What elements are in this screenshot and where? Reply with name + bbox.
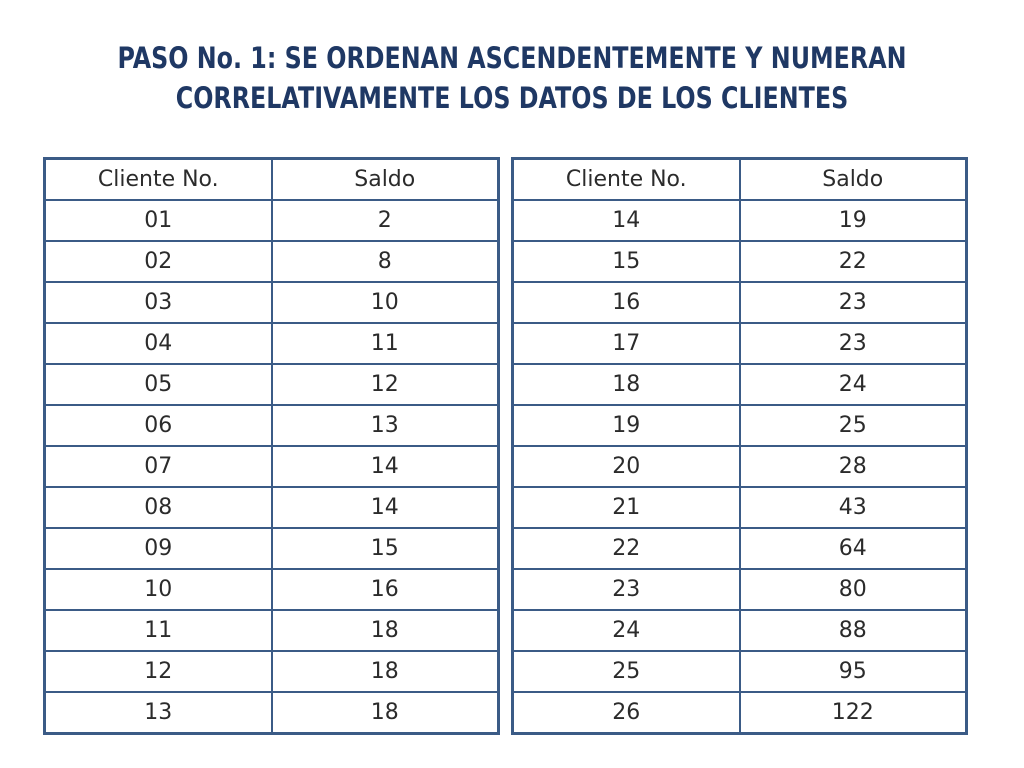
table-row (513, 323, 967, 364)
cell-cliente-no: 22 (513, 528, 740, 569)
cell-saldo: 15 (272, 528, 499, 569)
cell-cliente-no: 01 (45, 200, 272, 241)
cell-cliente-no: 24 (513, 610, 740, 651)
cell-cliente-no: 20 (513, 446, 740, 487)
cell-cliente-no: 25 (513, 651, 740, 692)
cell-cliente-no: 07 (45, 446, 272, 487)
cell-cliente-no: 13 (45, 692, 272, 734)
cell-saldo: 28 (740, 446, 967, 487)
cell-saldo: 12 (272, 364, 499, 405)
cell-saldo: 23 (740, 323, 967, 364)
table-row (45, 446, 499, 487)
cell-saldo: 13 (272, 405, 499, 446)
table-row (513, 651, 967, 692)
cell-saldo: 18 (272, 651, 499, 692)
cell-cliente-no: 12 (45, 651, 272, 692)
table-row (45, 405, 499, 446)
cell-cliente-no: 06 (45, 405, 272, 446)
header-cliente-no: Cliente No. (45, 159, 272, 201)
header-saldo: Saldo (740, 159, 967, 201)
table-row (513, 364, 967, 405)
table-row (45, 692, 499, 734)
title-line-1: PASO No. 1: SE ORDENAN ASCENDENTEMENTE Y NUMERAN (117, 41, 907, 75)
clients-table-right (511, 157, 968, 735)
cell-saldo: 43 (740, 487, 967, 528)
table-row (513, 528, 967, 569)
cell-cliente-no: 16 (513, 282, 740, 323)
cell-saldo: 88 (740, 610, 967, 651)
cell-cliente-no: 19 (513, 405, 740, 446)
cell-cliente-no: 15 (513, 241, 740, 282)
cell-saldo: 8 (272, 241, 499, 282)
cell-cliente-no: 11 (45, 610, 272, 651)
table-row (45, 323, 499, 364)
header-saldo: Saldo (272, 159, 499, 201)
table-row (513, 282, 967, 323)
cell-saldo: 24 (740, 364, 967, 405)
table-row (45, 282, 499, 323)
table-row (513, 446, 967, 487)
cell-saldo: 25 (740, 405, 967, 446)
table-header-row (513, 159, 967, 201)
table-row (45, 569, 499, 610)
table-row (513, 692, 967, 734)
table-row (513, 610, 967, 651)
cell-saldo: 95 (740, 651, 967, 692)
table-row (45, 200, 499, 241)
cell-cliente-no: 14 (513, 200, 740, 241)
cell-cliente-no: 23 (513, 569, 740, 610)
cell-saldo: 80 (740, 569, 967, 610)
cell-cliente-no: 26 (513, 692, 740, 734)
table-row (513, 487, 967, 528)
cell-cliente-no: 17 (513, 323, 740, 364)
table-row (513, 405, 967, 446)
cell-saldo: 22 (740, 241, 967, 282)
cell-saldo: 19 (740, 200, 967, 241)
cell-saldo: 10 (272, 282, 499, 323)
cell-saldo: 14 (272, 487, 499, 528)
cell-saldo: 2 (272, 200, 499, 241)
cell-saldo: 122 (740, 692, 967, 734)
cell-saldo: 18 (272, 610, 499, 651)
cell-cliente-no: 04 (45, 323, 272, 364)
page-title (92, 38, 932, 118)
cell-cliente-no: 05 (45, 364, 272, 405)
table-row (513, 569, 967, 610)
cell-cliente-no: 08 (45, 487, 272, 528)
cell-cliente-no: 09 (45, 528, 272, 569)
cell-saldo: 14 (272, 446, 499, 487)
clients-table-left (43, 157, 500, 735)
cell-saldo: 18 (272, 692, 499, 734)
table-row (513, 200, 967, 241)
table-row (45, 610, 499, 651)
cell-saldo: 23 (740, 282, 967, 323)
cell-saldo: 16 (272, 569, 499, 610)
table-row (45, 241, 499, 282)
table-row (513, 241, 967, 282)
header-cliente-no: Cliente No. (513, 159, 740, 201)
table-row (45, 364, 499, 405)
cell-saldo: 11 (272, 323, 499, 364)
table-header-row (45, 159, 499, 201)
cell-cliente-no: 10 (45, 569, 272, 610)
cell-saldo: 64 (740, 528, 967, 569)
cell-cliente-no: 21 (513, 487, 740, 528)
table-row (45, 528, 499, 569)
table-row (45, 487, 499, 528)
table-row (45, 651, 499, 692)
cell-cliente-no: 02 (45, 241, 272, 282)
cell-cliente-no: 03 (45, 282, 272, 323)
cell-cliente-no: 18 (513, 364, 740, 405)
title-line-2: CORRELATIVAMENTE LOS DATOS DE LOS CLIENTES (175, 81, 849, 115)
